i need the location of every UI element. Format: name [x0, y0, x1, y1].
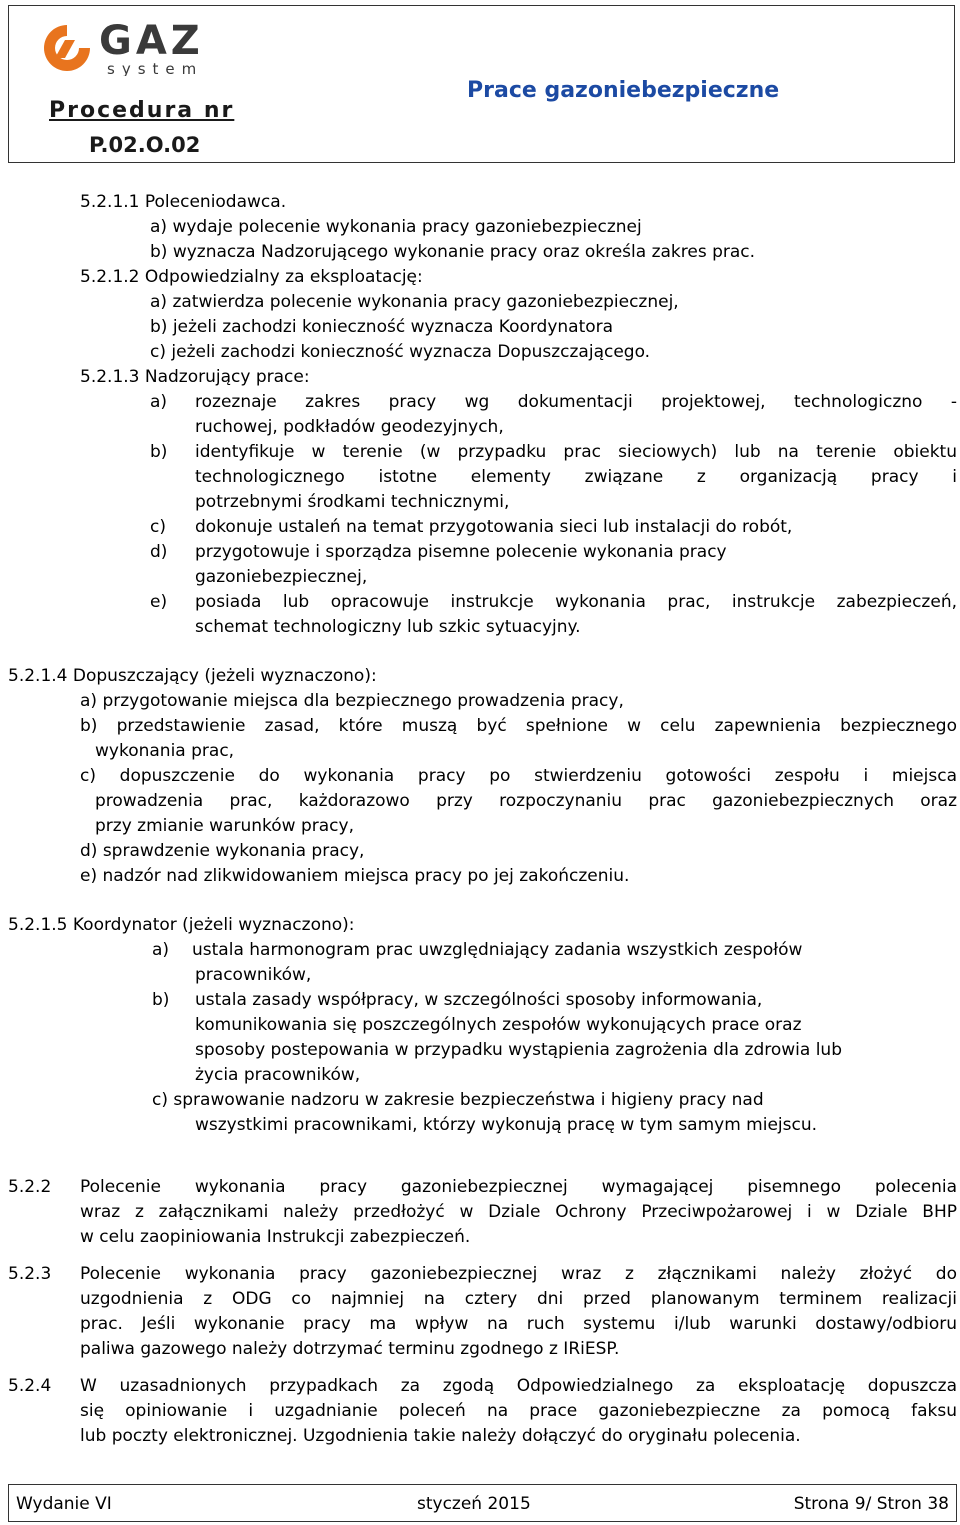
document-footer	[8, 1484, 957, 1522]
section-5214-line: e) nadzór nad zlikwidowaniem miejsca pracy po jej zakończeniu.	[80, 866, 630, 886]
footer-edition: Wydanie VI	[16, 1494, 112, 1514]
section-522-line: wraz z załącznikami należy przedłożyć w Dziale Ochrony Przeciwpożarowej i w Dziale BHP	[80, 1202, 957, 1222]
section-5215-item-b-line: komunikowania się poszczególnych zespołów wykonujących prace oraz	[195, 1015, 802, 1035]
procedure-number: P.02.O.02	[89, 133, 201, 157]
footer-date: styczeń 2015	[417, 1494, 531, 1514]
section-5213-item-a-line: rozeznaje zakres pracy wg dokumentacji projektowej, technologiczno -	[195, 392, 957, 412]
section-5211-item-b: b) wyznacza Nadzorującego wykonanie pracy oraz określa zakres prac.	[150, 242, 756, 262]
section-5212-item-a: a) zatwierdza polecenie wykonania pracy gazoniebezpiecznej,	[150, 292, 679, 312]
section-522-line: w celu zaopiniowania Instrukcji zabezpieczeń.	[80, 1227, 471, 1247]
document-title: Prace gazoniebezpieczne	[467, 78, 780, 103]
section-5211-item-a: a) wydaje polecenie wykonania pracy gazoniebezpiecznej	[150, 217, 642, 237]
section-5213-item-e-letter: e)	[150, 592, 168, 612]
section-5215-item-b-letter: b)	[152, 990, 170, 1010]
section-5215-item-b-line: życia pracowników,	[195, 1065, 361, 1085]
section-5213-item-b-line: identyfikuje w terenie (w przypadku prac sieciowych) lub na terenie obiektu	[195, 442, 957, 462]
section-5215-item-a-line: ustala harmonogram prac uwzględniający zadania wszystkich zespołów	[192, 940, 803, 960]
section-524-line: lub poczty elektronicznej. Uzgodnienia takie należy dołączyć do oryginału polecenia.	[80, 1426, 801, 1446]
section-524-line: W uzasadnionych przypadkach za zgodą Odpowiedzialnego za eksploatację dopuszcza	[80, 1376, 957, 1396]
section-5215-item-b-line: ustala zasady współpracy, w szczególności sposoby informowania,	[195, 990, 763, 1010]
section-5214-line: wykonania prac,	[95, 741, 235, 761]
section-5214-line: c) dopuszczenie do wykonania pracy po stwierdzeniu gotowości zespołu i miejsca	[80, 766, 957, 786]
section-523-number: 5.2.3	[8, 1264, 52, 1284]
section-5214-line: a) przygotowanie miejsca dla bezpiecznego prowadzenia pracy,	[80, 691, 624, 711]
section-5213-item-c-letter: c)	[150, 517, 166, 537]
section-5215-item-a-line: pracowników,	[195, 965, 312, 985]
section-5213-item-d-line: przygotowuje i sporządza pisemne polecenie wykonania pracy	[195, 542, 727, 562]
section-5213-item-b-letter: b)	[150, 442, 168, 462]
section-5214-line: d) sprawdzenie wykonania pracy,	[80, 841, 365, 861]
section-5213-item-a-line: ruchowej, podkładów geodezyjnych,	[195, 417, 504, 437]
section-5214-heading: 5.2.1.4 Dopuszczający (jeżeli wyznaczono):	[8, 666, 377, 686]
section-5213-item-b-line: technologicznego istotne elementy związane z organizacją pracy i	[195, 467, 957, 487]
section-5215-heading: 5.2.1.5 Koordynator (jeżeli wyznaczono):	[8, 915, 355, 935]
section-5213-item-e-line: schemat technologiczny lub szkic sytuacyjny.	[195, 617, 581, 637]
section-5213-item-d-letter: d)	[150, 542, 168, 562]
document-header	[8, 5, 955, 163]
section-5215-item-b-line: sposoby postepowania w przypadku wystąpienia zagrożenia dla zdrowia lub	[195, 1040, 842, 1060]
section-5213-item-c-line: dokonuje ustaleń na temat przygotowania sieci lub instalacji do robót,	[195, 517, 793, 537]
section-5214-line: przy zmianie warunków pracy,	[95, 816, 354, 836]
section-523-line: uzgodnienia z ODG co najmniej na cztery dni przed planowanym terminem realizacji	[80, 1289, 957, 1309]
section-522-line: Polecenie wykonania pracy gazoniebezpiecznej wymagającej pisemnego polecenia	[80, 1177, 957, 1197]
section-5213-item-b-line: potrzebnymi środkami technicznymi,	[195, 492, 510, 512]
section-523-line: Polecenie wykonania pracy gazoniebezpiecznej wraz z złącznikami należy złożyć do	[80, 1264, 957, 1284]
section-5212-heading: 5.2.1.2 Odpowiedzialny za eksploatację:	[80, 267, 423, 287]
procedure-label: Procedura nr	[49, 98, 235, 123]
section-524-line: się opiniowanie i uzgadnianie poleceń na prace gazoniebezpieczne za pomocą faksu	[80, 1401, 957, 1421]
section-5212-item-c: c) jeżeli zachodzi konieczność wyznacza Dopuszczającego.	[150, 342, 651, 362]
section-5215-item-c: c) sprawowanie nadzoru w zakresie bezpieczeństwa i higieny pracy nad	[152, 1090, 764, 1110]
section-5211-heading: 5.2.1.1 Poleceniodawca.	[80, 192, 287, 212]
section-5214-line: b) przedstawienie zasad, które muszą być spełnione w celu zapewnienia bezpiecznego	[80, 716, 957, 736]
gaz-system-logo-icon	[41, 22, 93, 74]
section-522-number: 5.2.2	[8, 1177, 52, 1197]
section-523-line: paliwa gazowego należy dotrzymać terminu zgodnego z IRiESP.	[80, 1339, 620, 1359]
section-524-number: 5.2.4	[8, 1376, 52, 1396]
section-5213-item-e-line: posiada lub opracowuje instrukcje wykonania prac, instrukcje zabezpieczeń,	[195, 592, 957, 612]
section-5214-line: prowadzenia prac, każdorazowo przy rozpoczynaniu prac gazoniebezpiecznych oraz	[95, 791, 957, 811]
logo-wordmark: GAZ	[99, 20, 204, 64]
section-523-line: prac. Jeśli wykonanie pracy ma wpływ na ruch systemu i/lub warunki dostawy/odbioru	[80, 1314, 957, 1334]
section-5215-item-c-line: wszystkimi pracownikami, którzy wykonują pracę w tym samym miejscu.	[195, 1115, 818, 1135]
section-5213-heading: 5.2.1.3 Nadzorujący prace:	[80, 367, 310, 387]
section-5213-item-d-line: gazoniebezpiecznej,	[195, 567, 368, 587]
section-5212-item-b: b) jeżeli zachodzi konieczność wyznacza Koordynatora	[150, 317, 614, 337]
section-5213-item-a-letter: a)	[150, 392, 168, 412]
footer-page-number: Strona 9/ Stron 38	[793, 1494, 949, 1514]
gaz-system-wordmark	[99, 20, 245, 76]
section-5215-item-a-letter: a)	[152, 940, 170, 960]
logo-subtext: system	[107, 60, 204, 76]
